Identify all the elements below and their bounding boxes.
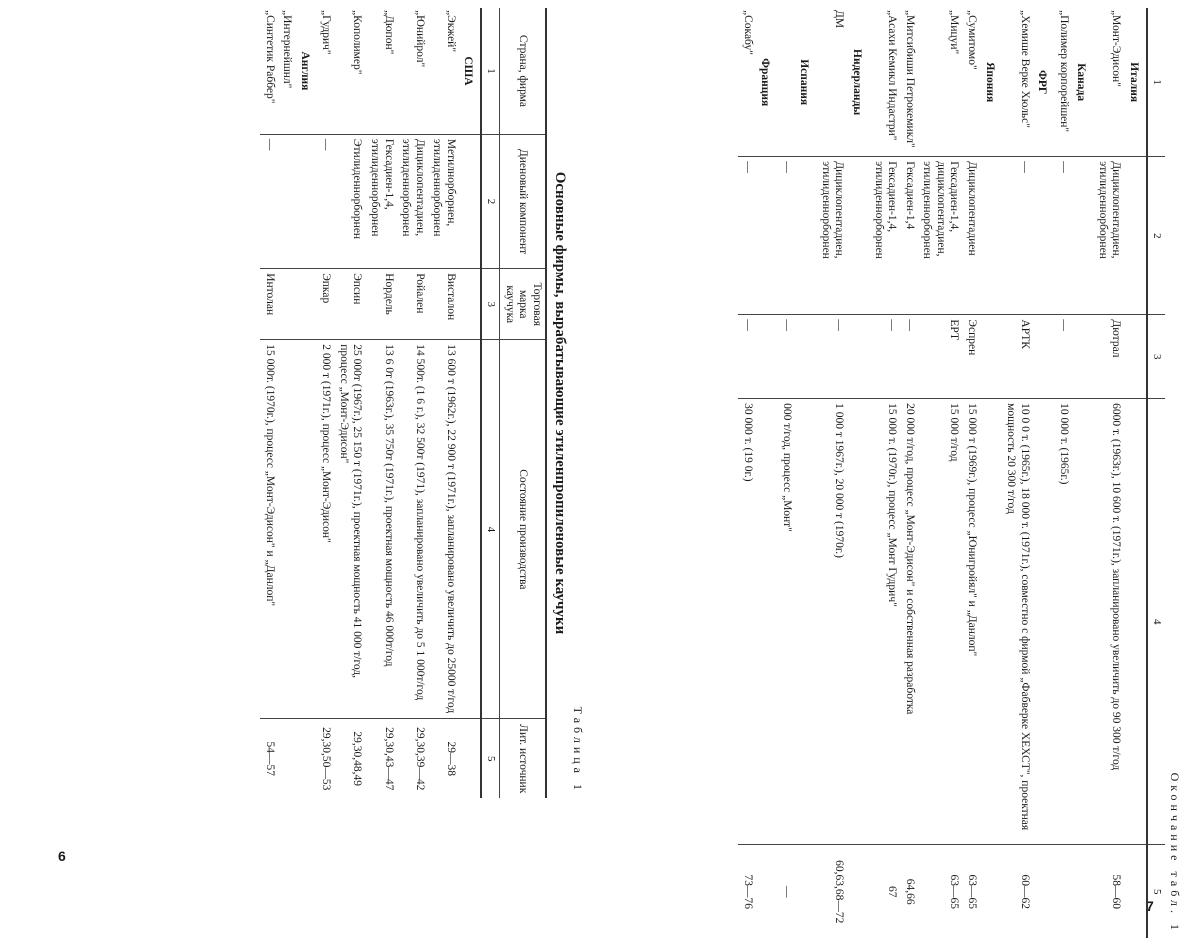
firm-cell: „Синтетик Раббер"	[263, 10, 276, 104]
empty-cell	[295, 134, 317, 268]
firm-cell: „Полимер корпорейшен"	[1057, 10, 1070, 133]
firm-cell: „Экжей"	[444, 10, 457, 53]
empty-cell	[847, 315, 869, 399]
firm-cell: „Гудрич"	[320, 10, 333, 55]
status-cell: 1 000 т 1967г.), 20 000 т (1970г.)	[816, 399, 847, 845]
refs-cell: 29—38	[428, 719, 459, 798]
firm-cell: „Асахи Кемикл Индастри"	[886, 10, 899, 141]
empty-cell	[459, 719, 482, 798]
refs-cell: 63—65	[962, 845, 980, 938]
brand-cell: Интолан	[260, 269, 278, 340]
country-name: Канада	[1075, 63, 1088, 102]
refs-cell: 64,66	[900, 845, 918, 938]
firm-cell: „Юнийрол"	[413, 10, 426, 68]
header-diene: Диеновый компонент	[500, 134, 546, 268]
table-row	[900, 8, 918, 938]
country-row	[1033, 8, 1055, 938]
table-continuation-caption: Окончание табл. 1	[1168, 772, 1182, 934]
diene-cell: Этилиденнорборнен	[334, 134, 365, 268]
empty-cell	[847, 399, 869, 845]
table-row	[816, 8, 847, 938]
firm-cell: ДМ	[833, 10, 846, 29]
firm-cell: „Дюпон"	[382, 10, 395, 55]
diene-cell: Метилнорборнен, этилиденнорборнен	[428, 134, 459, 268]
country-name: Англия	[298, 51, 311, 91]
table-row	[777, 8, 795, 938]
header-country-firm: Страна, фирма	[500, 8, 546, 134]
empty-cell	[1072, 399, 1094, 845]
table-row	[1093, 8, 1124, 938]
diene-cell: Гексадиен-1,4	[900, 157, 918, 315]
table-row	[1002, 8, 1033, 938]
brand-cell: Эпсин	[334, 269, 365, 340]
country-row	[795, 8, 817, 938]
empty-cell	[1033, 845, 1055, 938]
country-row	[1072, 8, 1094, 938]
diene-cell: —	[738, 157, 756, 315]
status-cell: 15 000 т (1969г.), процесс „Юнигройял" и „Данлоп"	[962, 399, 980, 845]
country-name: ФРГ	[1036, 70, 1049, 95]
status-cell: 2 000 т (1971г.), процесс „Монт-Эдисон"	[317, 340, 335, 719]
col-number: 2	[1147, 157, 1165, 315]
refs-cell: 67	[869, 845, 900, 938]
empty-cell	[1033, 399, 1055, 845]
diene-cell: Дициклопентадиен, этилиденнорборнен	[397, 134, 428, 268]
refs-cell: 29,30,43—47	[365, 719, 396, 798]
empty-cell	[980, 315, 1002, 399]
table-row	[962, 8, 980, 938]
firm-cell: „Сокабу"	[741, 10, 754, 55]
empty-cell	[459, 269, 482, 340]
refs-cell: 60,63,68—72	[816, 845, 847, 938]
diene-cell: —	[317, 134, 335, 268]
firm-cell	[777, 8, 795, 157]
table-row	[334, 8, 365, 798]
refs-cell: 29,30,48,49	[334, 719, 365, 798]
diene-cell: Дициклопентадиен, этилиденнорборнен	[816, 157, 847, 315]
firm-cell: „Хемише Верке Хюльс"	[1018, 10, 1031, 128]
brand-cell: —	[816, 315, 847, 399]
country-name: Франция	[759, 58, 772, 107]
brand-cell: Эпкар	[317, 269, 335, 340]
table-row	[397, 8, 428, 798]
table-row	[918, 8, 963, 938]
col-number: 4	[481, 340, 499, 719]
page-left	[115, 8, 585, 798]
firm-cell: „Сумитомо"	[965, 10, 978, 70]
empty-cell	[1072, 845, 1094, 938]
empty-cell	[756, 315, 778, 399]
empty-cell	[756, 157, 778, 315]
brand-cell: Эспрен	[962, 315, 980, 399]
refs-cell: 29,30,39—42	[397, 719, 428, 798]
country-name: США	[462, 56, 475, 86]
col-number: 5	[481, 719, 499, 798]
status-cell: 20 000 т/год, процесс „Монт-Эдисон" и собственная разработка	[900, 399, 918, 845]
empty-cell	[459, 134, 482, 268]
table-1-continuation	[738, 8, 1165, 938]
brand-cell: АРТК	[1002, 315, 1033, 399]
firm-cell: „Митсибиши Петрокемикл"	[903, 10, 916, 148]
col-number: 4	[1147, 399, 1165, 845]
empty-cell	[980, 157, 1002, 315]
brand-cell: Нордель	[365, 269, 396, 340]
brand-cell: —	[738, 315, 756, 399]
refs-cell: —	[777, 845, 795, 938]
page-number-left: 6	[58, 848, 66, 864]
country-row	[980, 8, 1002, 938]
diene-cell: —	[777, 157, 795, 315]
brand-cell: —	[1054, 315, 1072, 399]
empty-cell	[1124, 399, 1147, 845]
country-name: Италия	[1128, 62, 1141, 103]
empty-cell	[756, 399, 778, 845]
empty-cell	[795, 315, 817, 399]
status-cell	[278, 340, 296, 719]
empty-cell	[1124, 157, 1147, 315]
table-caption: Таблица 1	[571, 706, 585, 794]
page-right	[637, 8, 1182, 938]
table-row	[260, 8, 278, 798]
status-cell: 10 0 0 т. (1965г.), 18 000 т. (1971г.), совместно с фирмой „Фабверке ХЕХСТ", проектная мощность 20 300 т/год	[1002, 399, 1033, 845]
brand-cell: Дютрал	[1093, 315, 1124, 399]
diene-cell: Гексадиен-1,4, этилиденнорборнен	[869, 157, 900, 315]
table-row	[428, 8, 459, 798]
page-number-right: 7	[1146, 898, 1154, 914]
status-cell: 15 000 т/год	[918, 399, 963, 845]
col-number: 1	[1147, 8, 1165, 157]
brand-cell: —	[777, 315, 795, 399]
empty-cell	[795, 845, 817, 938]
country-row	[295, 8, 317, 798]
status-cell: 15 000 т. (1970г.), процесс „Монт Гудрич"	[869, 399, 900, 845]
brand-cell: —	[869, 315, 900, 399]
brand-cell: Ройален	[397, 269, 428, 340]
table-row	[738, 8, 756, 938]
brand-cell	[278, 269, 296, 340]
status-cell: 14 500т. (1 6 г.), 32 500т (1971), запланировано увеличить до 5 1 000т/год	[397, 340, 428, 719]
diene-cell: —	[1002, 157, 1033, 315]
status-cell: 15 000т. (1970г.), процесс „Монт-Эдисон" и „Данлоп"	[260, 340, 278, 719]
refs-cell: 60—62	[1002, 845, 1033, 938]
empty-cell	[795, 157, 817, 315]
firm-cell: „Мицуи"	[948, 10, 961, 55]
empty-cell	[459, 340, 482, 719]
diene-cell: Дициклопентадиен, этилиденнорборнен	[1093, 157, 1124, 315]
header-status: Состояние производства	[500, 340, 546, 719]
brand-cell: Висталон	[428, 269, 459, 340]
diene-cell: Дициклопентадиен	[962, 157, 980, 315]
empty-cell	[1124, 315, 1147, 399]
diene-cell: Гексадиен-1,4, дициклопентадиен, этилиденнорборнен	[918, 157, 963, 315]
status-cell: 13 600 т (1962г.), 22 900 т (1971г.), запланировано увеличить до 25000 т/год	[428, 340, 459, 719]
country-name: Испания	[798, 59, 811, 106]
country-row	[756, 8, 778, 938]
table-row	[278, 8, 296, 798]
empty-cell	[1072, 315, 1094, 399]
diene-cell: Гексадиен-1,4, этилиденнорборнен	[365, 134, 396, 268]
firm-cell: „Монт-Эдисон"	[1110, 10, 1123, 87]
empty-cell	[756, 845, 778, 938]
status-cell: 13 6 0т (1963г.), 35 750т (1971г.), проектная мощность 46 000т/год	[365, 340, 396, 719]
col-number: 5	[1147, 845, 1165, 938]
empty-cell	[1124, 845, 1147, 938]
empty-cell	[847, 157, 869, 315]
country-row	[1124, 8, 1147, 938]
refs-cell: 54—57	[260, 719, 278, 798]
brand-cell: ЕРТ	[918, 315, 963, 399]
status-cell: 25 000т (1967г.), 25 150 т (1971г.), проектная мощность 41 000 т/год, процесс „Монт-Эдисон"	[334, 340, 365, 719]
empty-cell	[847, 845, 869, 938]
refs-cell	[1054, 845, 1072, 938]
empty-cell	[980, 845, 1002, 938]
empty-cell	[795, 399, 817, 845]
status-cell: 10 000 т. (1965г.)	[1054, 399, 1072, 845]
refs-cell: 73—76	[738, 845, 756, 938]
table-row	[317, 8, 335, 798]
firm-cell: „Интернейшнл"	[281, 10, 294, 89]
diene-cell	[278, 134, 296, 268]
empty-cell	[295, 719, 317, 798]
empty-cell	[295, 269, 317, 340]
refs-cell: 58—60	[1093, 845, 1124, 938]
diene-cell: —	[1054, 157, 1072, 315]
country-row	[459, 8, 482, 798]
empty-cell	[1072, 157, 1094, 315]
country-name: Япония	[983, 62, 996, 103]
empty-cell	[1033, 315, 1055, 399]
col-number: 3	[1147, 315, 1165, 399]
col-number: 3	[481, 269, 499, 340]
status-cell: 000 т/год, процесс „Монт"	[777, 399, 795, 845]
status-cell: 30 000 т. (19 0г.)	[738, 399, 756, 845]
table-row	[1054, 8, 1072, 938]
refs-cell: 63—65	[918, 845, 963, 938]
table-row	[869, 8, 900, 938]
col-number: 1	[481, 8, 499, 134]
col-number: 2	[481, 134, 499, 268]
header-brand: Торговая марка каучука	[500, 269, 546, 340]
table-title: Основные фирмы, вырабатывающие этиленпропиленовые каучуки	[552, 171, 568, 635]
country-name: Нидерланды	[851, 49, 864, 116]
empty-cell	[295, 340, 317, 719]
header-refs: Лит. источник	[500, 719, 546, 798]
empty-cell	[980, 399, 1002, 845]
brand-cell: —	[900, 315, 918, 399]
empty-cell	[1033, 157, 1055, 315]
status-cell: 6000 т. (1963г.), 10 600 т. (1971г.), запланировано увеличить до 90 300 т/год	[1093, 399, 1124, 845]
refs-cell	[278, 719, 296, 798]
table-row	[365, 8, 396, 798]
table-1	[260, 8, 547, 798]
refs-cell: 29,30,50—53	[317, 719, 335, 798]
diene-cell: —	[260, 134, 278, 268]
country-row	[847, 8, 869, 938]
firm-cell: „Кополимер"	[351, 10, 364, 75]
